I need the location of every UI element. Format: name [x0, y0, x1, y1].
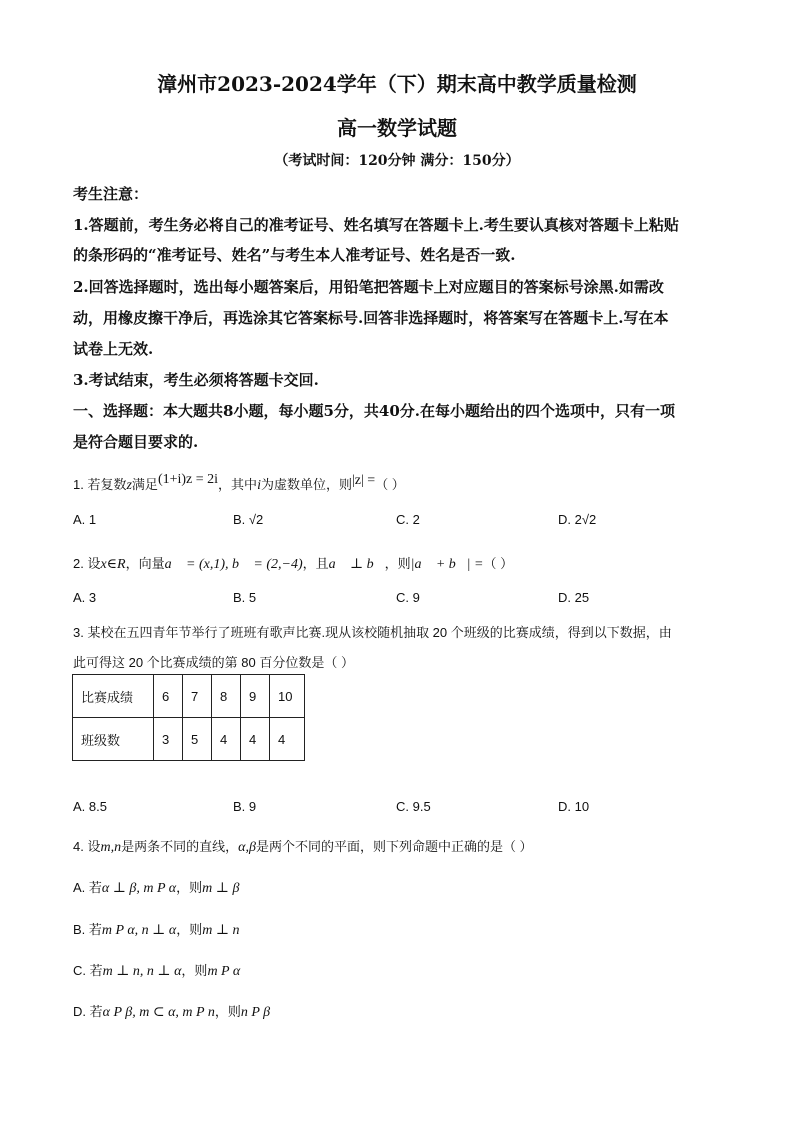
q2-option-b: B. 5: [233, 590, 257, 605]
notice-line: 3.考试结束，考生必须将答题卡交回.: [73, 371, 319, 389]
question-1: 1. 若复数z满足(1+i)z = 2i，其中i为虚数单位，则|z| =（ ）: [73, 472, 405, 493]
table-row: [73, 718, 305, 761]
q2-option-c: C. 9: [396, 590, 420, 605]
notice-line: 1.答题前，考生务必将自己的准考证号、姓名填写在答题卡上.考生要认真核对答题卡上粘贴: [73, 216, 679, 234]
q3-option-d: D. 10: [558, 799, 590, 814]
q1-option-d: D. 2√2: [558, 512, 597, 527]
question-2: 2. 设x∈R，向量a⃗ = (x,1), b⃗ = (2,−4)，且a⃗ ⊥ b⃗，则|a⃗ + b⃗| =（ ）: [73, 556, 514, 572]
exam-info: （考试时间：120分钟 满分：150分）: [274, 153, 520, 169]
table-cell: 8: [212, 675, 241, 718]
notice-line: 2.回答选择题时，选出每小题答案后，用铅笔把答题卡上对应题目的答案标号涂黑.如需改: [73, 278, 664, 296]
table-cell: 5: [183, 718, 212, 761]
notice-line: 的条形码的“准考证号、姓名”与考生本人准考证号、姓名是否一致.: [73, 246, 516, 264]
table-cell: 7: [183, 675, 212, 718]
section-heading-line1: 一、选择题：本大题共8小题，每小题5分，共40分.在每小题给出的四个选项中，只有一项: [73, 402, 675, 420]
q4-option-c: C. 若m ⊥ n, n ⊥ α，则m P α: [73, 963, 241, 979]
question-3-line1: 3. 某校在五四青年节举行了班班有歌声比赛.现从该校随机抽取 20 个班级的比赛成绩，得到以下数据，由: [73, 625, 672, 640]
q1-option-c: C. 2: [396, 512, 420, 527]
table-cell: 9: [241, 675, 270, 718]
q3-option-b: B. 9: [233, 799, 257, 814]
table-cell: 比赛成绩: [73, 675, 154, 718]
table-cell: 10: [270, 675, 305, 718]
notice-line: 动，用橡皮擦干净后，再选涂其它答案标号.回答非选择题时，将答案写在答题卡上.写在本: [73, 309, 669, 327]
table-cell: 4: [212, 718, 241, 761]
q3-option-a: A. 8.5: [73, 799, 107, 814]
q2-option-a: A. 3: [73, 590, 97, 605]
q4-option-d: D. 若α P β, m ⊂ α, m P n，则n P β: [73, 1004, 271, 1020]
section-heading-line2: 是符合题目要求的.: [73, 433, 199, 451]
table-cell: 班级数: [73, 718, 154, 761]
q2-option-d: D. 25: [558, 590, 590, 605]
table-cell: 6: [154, 675, 183, 718]
q4-option-a: A. 若α ⊥ β, m P α，则m ⊥ β: [73, 880, 240, 896]
question-4: 4. 设m,n是两条不同的直线，α,β是两个不同的平面，则下列命题中正确的是（ ）: [73, 839, 533, 855]
table-cell: 4: [241, 718, 270, 761]
table-cell: 4: [270, 718, 305, 761]
table-row: [73, 675, 305, 718]
notice-line: 试卷上无效.: [73, 340, 154, 358]
q3-option-c: C. 9.5: [396, 799, 431, 814]
table-cell: 3: [154, 718, 183, 761]
q1-option-b: B. √2: [233, 512, 264, 527]
exam-subtitle: 高一数学试题: [337, 116, 457, 140]
notice-heading: 考生注意：: [73, 185, 149, 203]
q4-option-b: B. 若m P α, n ⊥ α，则m ⊥ n: [73, 922, 240, 938]
exam-title: 漳州市2023-2024学年（下）期末高中教学质量检测: [157, 72, 637, 96]
score-table: [72, 674, 305, 761]
q1-option-a: A. 1: [73, 512, 97, 527]
question-3-line2: 此可得这 20 个比赛成绩的第 80 百分位数是（ ）: [73, 655, 354, 670]
